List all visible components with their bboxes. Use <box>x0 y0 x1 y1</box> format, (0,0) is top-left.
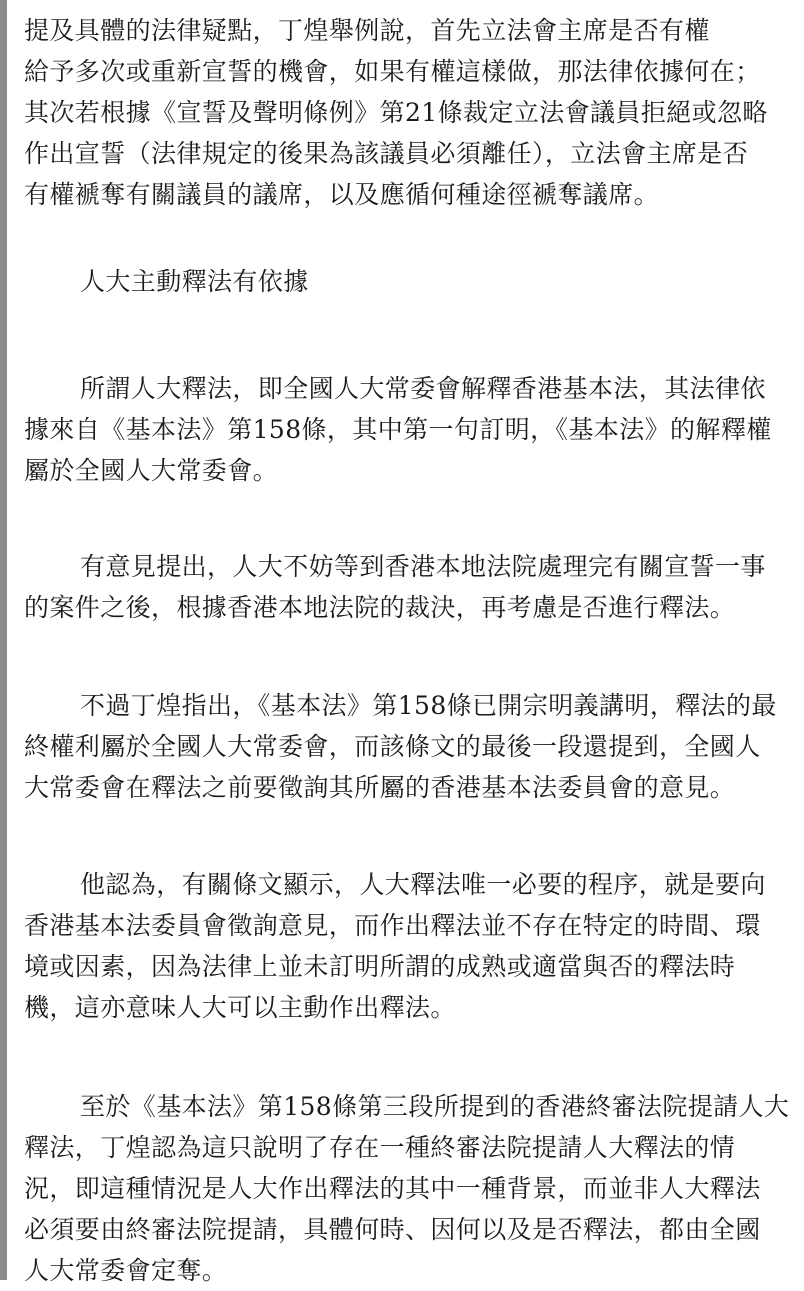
paragraph-line: 人大常委會定奪。 <box>24 1256 228 1285</box>
paragraph-line: 至於《基本法》第158條第三段所提到的香港終審法院提請人大 <box>80 1092 790 1121</box>
paragraph-line: 不過丁煌指出，《基本法》第158條已開宗明義講明，釋法的最 <box>80 691 777 720</box>
paragraph-final-court <box>24 1086 789 1291</box>
paragraph-line: 據來自《基本法》第158條，其中第一句訂明，《基本法》的解釋權 <box>24 415 772 444</box>
paragraph-line: 有權褫奪有關議員的議席，以及應循何種途徑褫奪議席。 <box>24 180 660 209</box>
paragraph-line: 況，即這種情況是人大作出釋法的其中一種背景，而並非人大釋法 <box>24 1174 761 1203</box>
paragraph-line: 必須要由終審法院提請，具體何時、因何以及是否釋法，都由全國 <box>24 1215 761 1244</box>
paragraph-line: 他認為，有關條文顯示，人大釋法唯一必要的程序，就是要向 <box>80 870 766 899</box>
paragraph-line: 境或因素，因為法律上並未訂明所謂的成熟或適當與否的釋法時 <box>24 952 736 981</box>
paragraph-line: 有意見提出，人大不妨等到香港本地法院處理完有關宣誓一事 <box>80 552 766 581</box>
paragraph-legal-doubts <box>24 10 768 215</box>
paragraph-line: 機，這亦意味人大可以主動作出釋法。 <box>24 993 456 1022</box>
paragraph-procedure <box>24 864 766 1028</box>
paragraph-line: 提及具體的法律疑點，丁煌舉例說，首先立法會主席是否有權 <box>24 16 710 45</box>
paragraph-article-158 <box>24 685 777 808</box>
paragraph-line: 給予多次或重新宣誓的機會，如果有權這樣做，那法律依據何在； <box>24 57 761 86</box>
paragraph-line: 其次若根據《宣誓及聲明條例》第21條裁定立法會議員拒絕或忽略 <box>24 98 768 127</box>
paragraph-line: 作出宣誓（法律規定的後果為該議員必須離任），立法會主席是否 <box>24 139 749 168</box>
paragraph-interpretation-basis <box>24 368 772 491</box>
section-heading <box>24 261 309 302</box>
left-border <box>0 0 7 1280</box>
paragraph-line: 的案件之後，根據香港本地法院的裁決，再考慮是否進行釋法。 <box>24 593 736 622</box>
paragraph-line: 屬於全國人大常委會。 <box>24 456 279 485</box>
paragraph-line: 大常委會在釋法之前要徵詢其所屬的香港基本法委員會的意見。 <box>24 773 736 802</box>
paragraph-line: 所謂人大釋法，即全國人大常委會解釋香港基本法，其法律依 <box>80 374 766 403</box>
paragraph-line: 香港基本法委員會徵詢意見，而作出釋法並不存在特定的時間、環 <box>24 911 761 940</box>
paragraph-line: 釋法，丁煌認為這只說明了存在一種終審法院提請人大釋法的情 <box>24 1133 736 1162</box>
section-heading-text: 人大主動釋法有依據 <box>80 267 309 296</box>
paragraph-line: 終權利屬於全國人大常委會，而該條文的最後一段還提到，全國人 <box>24 732 761 761</box>
paragraph-opinion <box>24 546 766 628</box>
